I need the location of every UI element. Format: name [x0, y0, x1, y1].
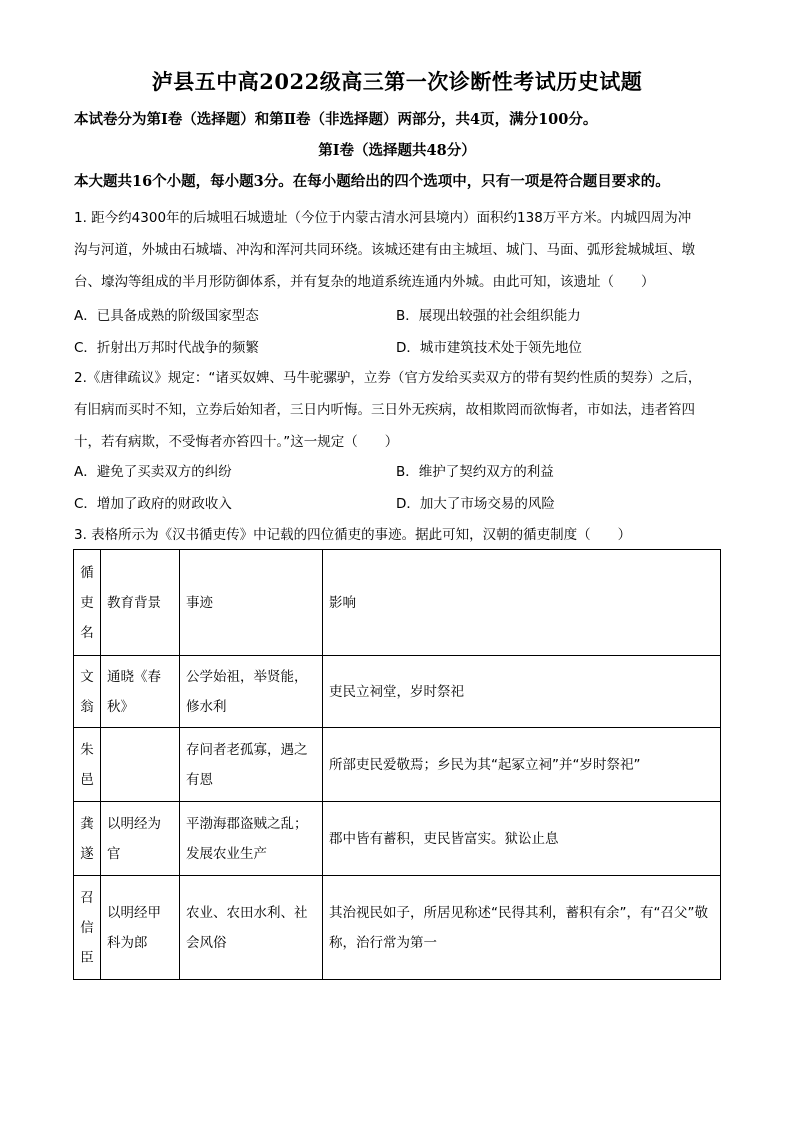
option-a[interactable]: A．已具备成熟的阶级国家型态 — [74, 308, 259, 324]
section-instruction: 本大题共16个小题，每小题3分。在每小题给出的四个选项中，只有一项是符合题目要求的。 — [74, 173, 670, 190]
question-2-line-3: 十，若有病欺，不受悔者亦笞四十。”这一规定（ ） — [74, 434, 399, 450]
table-row — [74, 656, 721, 728]
impact-cell: 所部吏民爱敬焉；乡民为其“起冢立祠”并“岁时祭祀” — [323, 728, 721, 802]
table-row — [74, 876, 721, 980]
question-1-line-2: 沟与河道，外城由石城墙、冲沟和浑河共同环绕。该城还建有由主城垣、城门、马面、弧形瓮城城垣、墩 — [74, 242, 695, 258]
deeds-cell: 公学始祖，举贤能，修水利 — [180, 656, 323, 728]
education-cell — [101, 728, 180, 802]
question-1 — [74, 202, 734, 298]
option-d[interactable]: D．加大了市场交易的风险 — [396, 496, 555, 512]
deeds-cell: 存问者老孤寡，遇之有恩 — [180, 728, 323, 802]
header-impact: 影响 — [323, 550, 721, 656]
official-name: 文翁 — [74, 656, 101, 728]
question-3-line-1: 3. 表格所示为《汉书循吏传》中记载的四位循吏的事迹。据此可知，汉朝的循吏制度（ ） — [74, 527, 632, 543]
official-name: 朱邑 — [74, 728, 101, 802]
question-2-line-2: 有旧病而买时不知，立券后始知者，三日内听悔。三日外无疾病，故相欺罔而欲悔者，市如法，违者笞四 — [74, 402, 695, 418]
question-1-line-1: 1. 距今约4300年的后城咀石城遗址（今位于内蒙古清水河县境内）面积约138万平方米。内城四周为冲 — [74, 210, 692, 226]
table-header-row — [74, 550, 721, 656]
question-2 — [74, 362, 734, 458]
option-c[interactable]: C．增加了政府的财政收入 — [74, 496, 232, 512]
officials-table — [73, 549, 721, 980]
option-c[interactable]: C．折射出万邦时代战争的频繁 — [74, 340, 259, 356]
exam-intro: 本试卷分为第Ⅰ卷（选择题）和第Ⅱ卷（非选择题）两部分，共4页，满分100分。 — [74, 111, 598, 128]
table-row — [74, 728, 721, 802]
education-cell: 通晓《春秋》 — [101, 656, 180, 728]
table-row — [74, 802, 721, 876]
deeds-cell: 农业、农田水利、社会风俗 — [180, 876, 323, 980]
impact-cell: 其治视民如子，所居见称述“民得其利，蓄积有余”，有“召父”敬称，治行常为第一 — [323, 876, 721, 980]
section-heading: 第Ⅰ卷（选择题共48分） — [318, 142, 476, 159]
official-name: 召信臣 — [74, 876, 101, 980]
question-1-line-3: 台、壕沟等组成的半月形防御体系，并有复杂的地道系统连通内外城。由此可知，该遗址（ ） — [74, 274, 655, 290]
option-d[interactable]: D．城市建筑技术处于领先地位 — [396, 340, 582, 356]
exam-title: 泸县五中高2022级高三第一次诊断性考试历史试题 — [151, 69, 643, 94]
header-name: 循吏名 — [74, 550, 101, 656]
question-2-options — [74, 456, 734, 520]
education-cell: 以明经为官 — [101, 802, 180, 876]
question-2-line-1: 2.《唐律疏议》规定：“诸买奴婢、马牛驼骡驴，立券（官方发给买卖双方的带有契约性质的契券）之后， — [74, 370, 702, 386]
deeds-cell: 平渤海郡盗贼之乱；发展农业生产 — [180, 802, 323, 876]
education-cell: 以明经甲科为郎 — [101, 876, 180, 980]
option-a[interactable]: A．避免了买卖双方的纠纷 — [74, 464, 232, 480]
option-b[interactable]: B．维护了契约双方的利益 — [396, 464, 554, 480]
question-1-options — [74, 300, 734, 364]
header-deeds: 事迹 — [180, 550, 323, 656]
option-b[interactable]: B．展现出较强的社会组织能力 — [396, 308, 581, 324]
question-3 — [74, 519, 734, 551]
impact-cell: 郡中皆有蓄积，吏民皆富实。狱讼止息 — [323, 802, 721, 876]
header-education: 教育背景 — [101, 550, 180, 656]
official-name: 龚遂 — [74, 802, 101, 876]
impact-cell: 吏民立祠堂，岁时祭祀 — [323, 656, 721, 728]
